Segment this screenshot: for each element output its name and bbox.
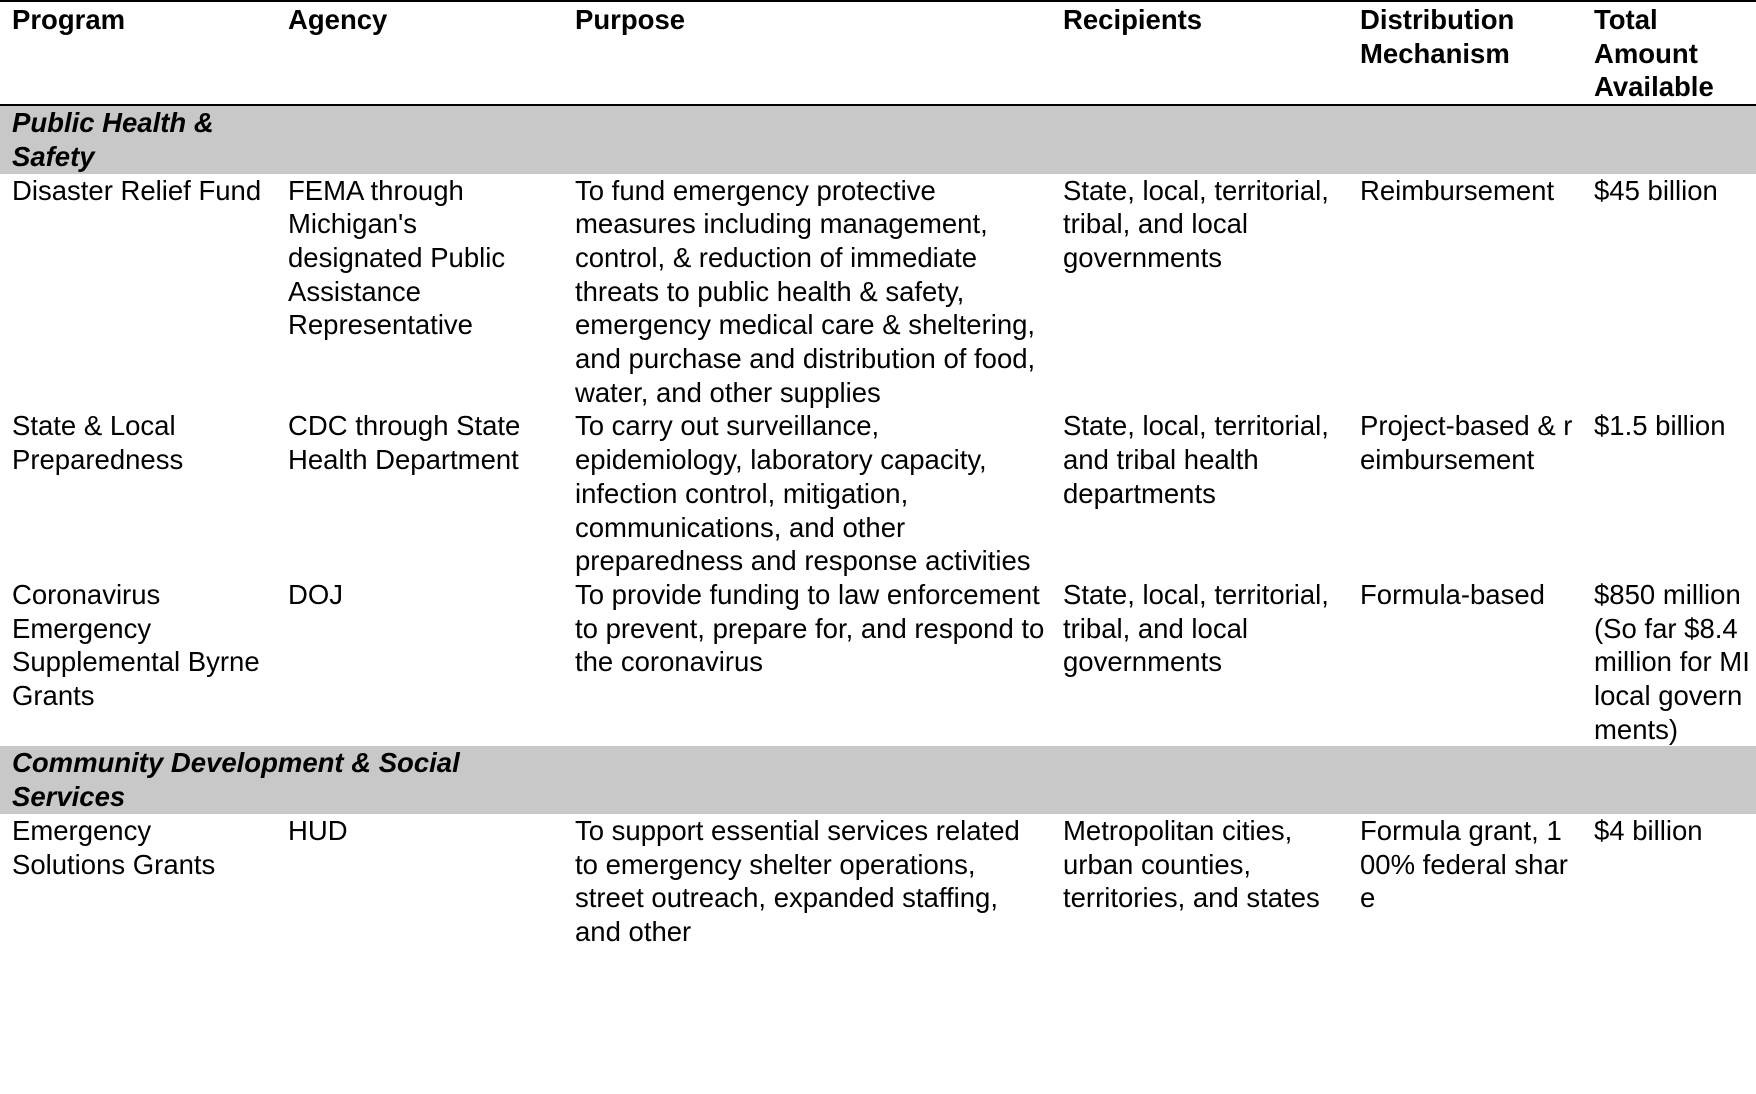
- program-cell: State & Local Preparedness: [12, 410, 184, 476]
- purpose-cell: To provide funding to law enforcement to prevent, prepare for, and respond to the coronavirus: [575, 578, 1045, 678]
- recipients-cell: Metropolitan cities, urban counties, territories, and states: [1063, 814, 1320, 914]
- section-title-cell: [0, 105, 1756, 173]
- section-title: Public Health & Safety: [12, 107, 214, 172]
- section-header-row: [0, 746, 1756, 813]
- top-rule: [0, 0, 1756, 2]
- amount-cell: $4 billion: [1594, 814, 1703, 846]
- section-title-cell: [0, 746, 1756, 813]
- agency-cell: HUD: [288, 814, 348, 846]
- recipients-cell: State, local, territorial, tribal, and local governments: [1063, 174, 1329, 273]
- purpose-cell: To carry out surveillance, epidemiology, laboratory capacity, infection control, mitigation, communications, and other preparedness and response activities: [575, 410, 1031, 577]
- mechanism-cell: Formula grant, 100% federal share: [1360, 814, 1568, 914]
- table-row: [0, 578, 1756, 747]
- agency-cell: FEMA through Michigan's designated Public Assistance Representative: [288, 174, 506, 341]
- program-cell: Emergency Solutions Grants: [12, 814, 216, 880]
- mechanism-cell: Reimbursement: [1360, 174, 1555, 206]
- amount-cell: $850 million (So far $8.4 million for MI local governments): [1594, 578, 1750, 745]
- header-recipients: Recipients: [1051, 3, 1348, 105]
- table-row: [0, 814, 1756, 949]
- program-cell: Coronavirus Emergency Supplemental Byrne Grants: [12, 578, 260, 712]
- table-header-row: [0, 3, 1756, 105]
- recipients-cell: State, local, territorial, and tribal health departments: [1063, 410, 1329, 509]
- amount-cell: $45 billion: [1594, 174, 1718, 206]
- header-agency: Agency: [276, 3, 563, 105]
- purpose-cell: To support essential services related to emergency shelter operations, street outreach, expanded staffing, and other: [575, 814, 1020, 947]
- program-cell: Disaster Relief Fund: [12, 174, 262, 206]
- table-row: [0, 174, 1756, 410]
- table-row: [0, 409, 1756, 578]
- recipients-cell: State, local, territorial, tribal, and local governments: [1063, 578, 1329, 678]
- header-program: Program: [0, 3, 276, 105]
- mechanism-cell: Formula-based: [1360, 578, 1545, 610]
- purpose-cell: To fund emergency protective measures including management, control, & reduction of immediate threats to public health & safety, emergency medical care & sheltering, and purchase and distribution of food, water, and other supplies: [575, 174, 1036, 408]
- section-title: Community Development & Social Services: [12, 747, 460, 813]
- agency-cell: CDC through State Health Department: [288, 410, 521, 476]
- amount-cell: $1.5 billion: [1594, 410, 1726, 442]
- header-distribution-mechanism: Distribution Mechanism: [1348, 3, 1582, 105]
- agency-cell: DOJ: [288, 578, 343, 610]
- mechanism-cell: Project-based & reimbursement: [1360, 410, 1573, 476]
- header-purpose: Purpose: [563, 3, 1051, 105]
- section-header-row: [0, 105, 1756, 173]
- funding-programs-table: [0, 3, 1756, 949]
- header-total-amount: Total Amount Available: [1582, 3, 1756, 105]
